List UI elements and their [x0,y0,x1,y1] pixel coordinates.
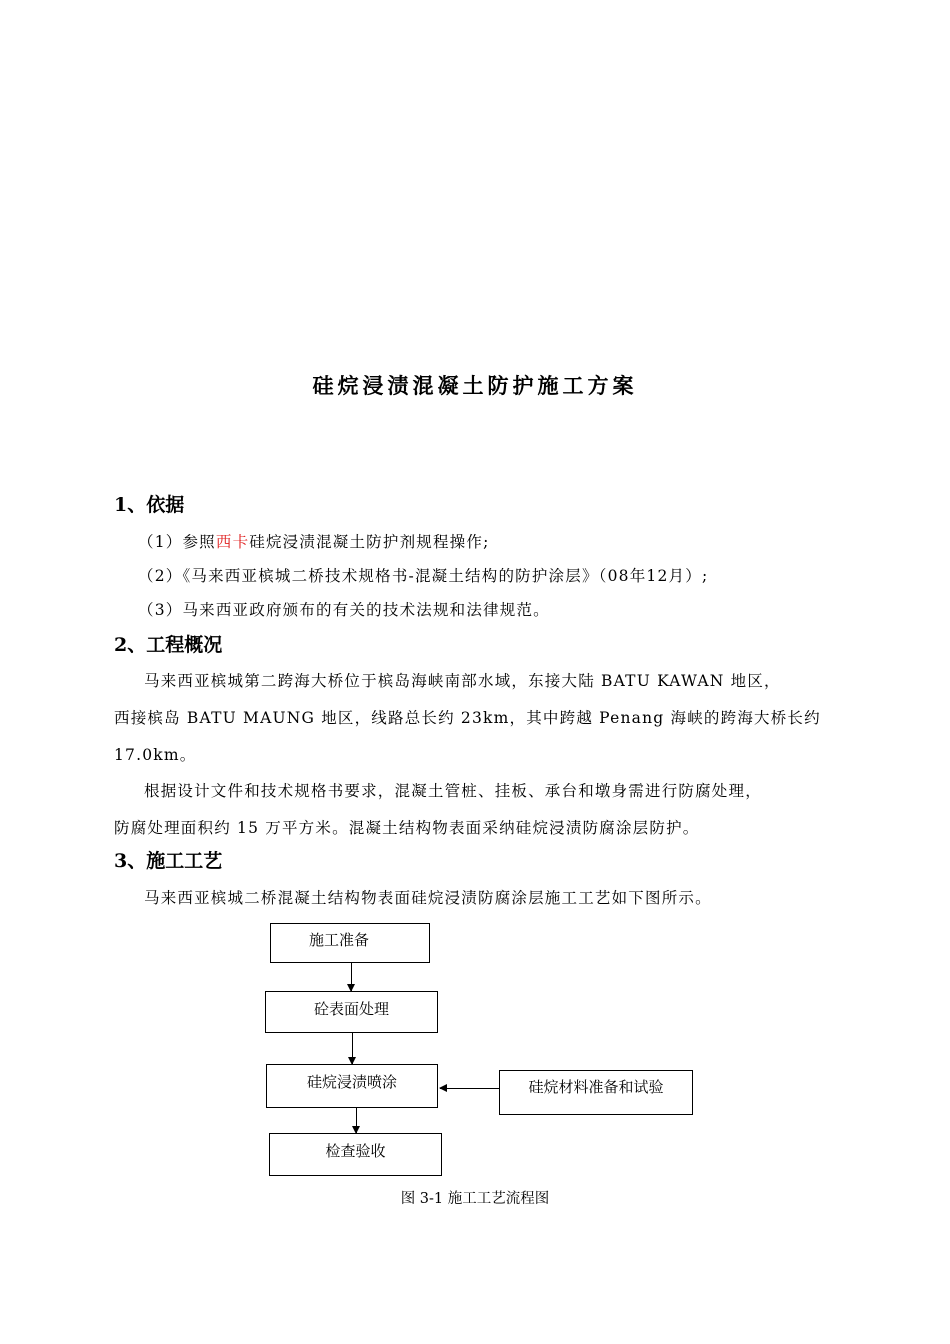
flow-step-inspection: 检查验收 [269,1133,442,1176]
flow-step-preparation: 施工准备 [270,923,430,963]
overview-p2-line2: 防腐处理面积约 15 万平方米。混凝土结构物表面采纳硅烷浸渍防腐涂层防护。 [114,819,700,837]
section-3-heading: 3、施工工艺 [114,850,223,872]
section-1-heading: 1、依据 [114,494,185,516]
flow-arrow-2 [352,1033,353,1064]
flow-step-surface-treatment: 砼表面处理 [265,991,438,1033]
basis-item-1-brand: 西卡 [215,533,250,551]
flow-step-material-prep: 硅烷材料准备和试验 [499,1070,693,1115]
overview-p1-line3: 17.0km。 [114,746,197,764]
flow-arrow-1 [351,963,352,991]
basis-item-1 [138,530,490,552]
flow-arrow-side [440,1088,499,1089]
basis-item-3: （3）马来西亚政府颁布的有关的技术法规和法律规范。 [138,601,550,619]
page-title: 硅烷浸渍混凝土防护施工方案 [312,373,638,398]
overview-p2-line1: 根据设计文件和技术规格书要求，混凝土管桩、挂板、承台和墩身需进行防腐处理， [144,782,762,800]
overview-p1-line1: 马来西亚槟城第二跨海大桥位于槟岛海峡南部水域，东接大陆 BATU KAWAN 地区， [144,672,781,690]
flow-step-silane-spray: 硅烷浸渍喷涂 [266,1064,438,1108]
figure-caption: 图 3-1 施工工艺流程图 [400,1191,550,1207]
section-2-heading: 2、工程概况 [114,634,223,656]
process-intro: 马来西亚槟城二桥混凝土结构物表面硅烷浸渍防腐涂层施工工艺如下图所示。 [144,889,712,907]
basis-item-2: （2）《马来西亚槟城二桥技术规格书-混凝土结构的防护涂层》（08年12月）; [138,567,709,585]
overview-p1-line2: 西接槟岛 BATU MAUNG 地区，线路总长约 23km，其中跨越 Penang 海峡的跨海大桥长约 [114,709,821,727]
basis-item-1-text: 硅烷浸渍混凝土防护剂规程操作; [249,533,490,551]
basis-item-1-prefix: （1）参照 [138,533,216,551]
flow-arrow-3 [356,1108,357,1133]
